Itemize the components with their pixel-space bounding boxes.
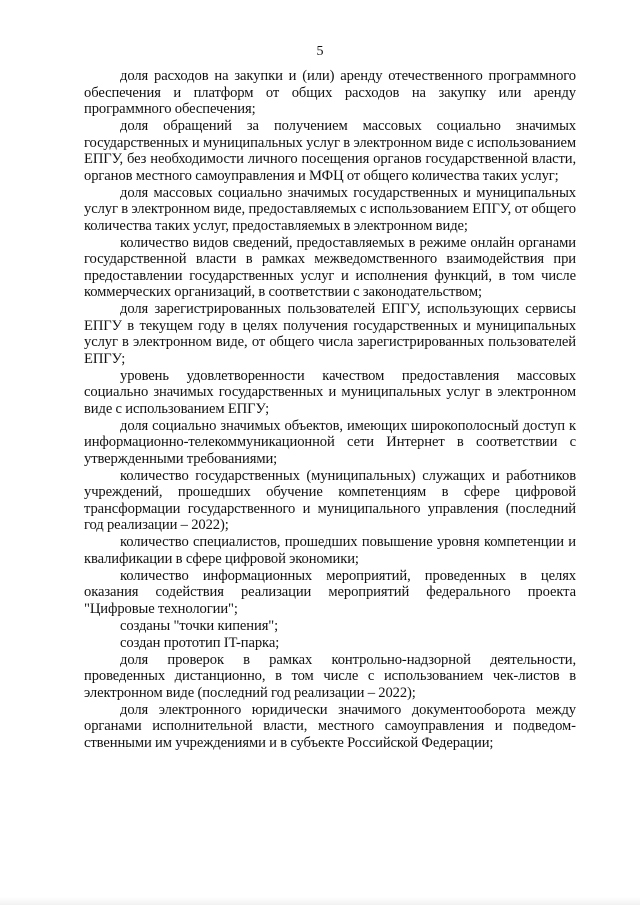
- indicator-trained-employees: количество государственных (муниципальных) служащих и работников учреждений, прошедших обучение компетенциям в сфере цифровой трансформации государственного и муниципального управления (последний год реализации – 2022);: [84, 467, 576, 533]
- indicator-list: [84, 68, 576, 751]
- indicator-mass-services-share: доля массовых социально значимых государственных и муниципальных услуг в электронном виде, предоставляемых с использованием ЕПГУ, от общего количества таких услуг, предоставляемых в электронном виде;: [84, 184, 576, 234]
- page-number: 5: [316, 44, 324, 59]
- indicator-broadband-access: доля социально значимых объектов, имеющих широкополосный доступ к информационно-телекоммуникационной сети Интернет в соответствии с утвержденными требованиями;: [84, 417, 576, 467]
- indicator-it-park: создан прототип IT-парка;: [120, 634, 280, 651]
- indicator-satisfaction-level: уровень удовлетворенности качеством предоставления массовых социально значимых государственных и муниципальных услуг в электронном виде с использованием ЕПГУ;: [84, 367, 576, 417]
- indicator-boiling-points: созданы "точки кипения";: [120, 617, 279, 634]
- indicator-registered-users: доля зарегистрированных пользователей ЕПГУ, использующих сервисы ЕПГУ в текущем году в целях получения государственных и муниципальных услуг в электронном виде, от общего числа зарегистрированных пользователей ЕПГУ;: [84, 301, 576, 367]
- indicator-remote-inspections: доля проверок в рамках контрольно-надзорной деятельности, проведенных дистанционно, в том числе с использованием чек-листов в электронном виде (последний год реализации – 2022);: [84, 651, 576, 701]
- indicator-e-document-flow: доля электронного юридически значимого документооборота между органами исполнительной власти, местного самоуправления и подведомственными им учреждениями и в субъекте Российской Федерации;: [84, 701, 576, 751]
- indicator-specialists-training: количество специалистов, прошедших повышение уровня компетенции и квалификации в сфере цифровой экономики;: [84, 534, 576, 567]
- indicator-software-spending: доля расходов на закупки и (или) аренду отечественного программного обеспечения и платформ от общих расходов на закупку или аренду программного обеспечения;: [84, 68, 576, 117]
- indicator-online-requests: доля обращений за получением массовых социально значимых государственных и муниципальных услуг в электронном виде с использованием ЕПГУ, без необходимости личного посещения органов государственной власти, органов местного самоуправления и МФЦ от общего количества таких услуг;: [84, 118, 576, 184]
- indicator-info-events: количество информационных мероприятий, проведенных в целях оказания содействия реализации мероприятий федерального проекта "Цифровые технологии";: [84, 567, 576, 617]
- indicator-online-data-types: количество видов сведений, предоставляемых в режиме онлайн органами государственной власти в рамках межведомственного взаимодействия при предоставлении государственных услуг и исполнения функций, в том числе коммерческих организаций, в соответствии с законодательством;: [84, 234, 576, 300]
- scan-edge: [0, 897, 640, 905]
